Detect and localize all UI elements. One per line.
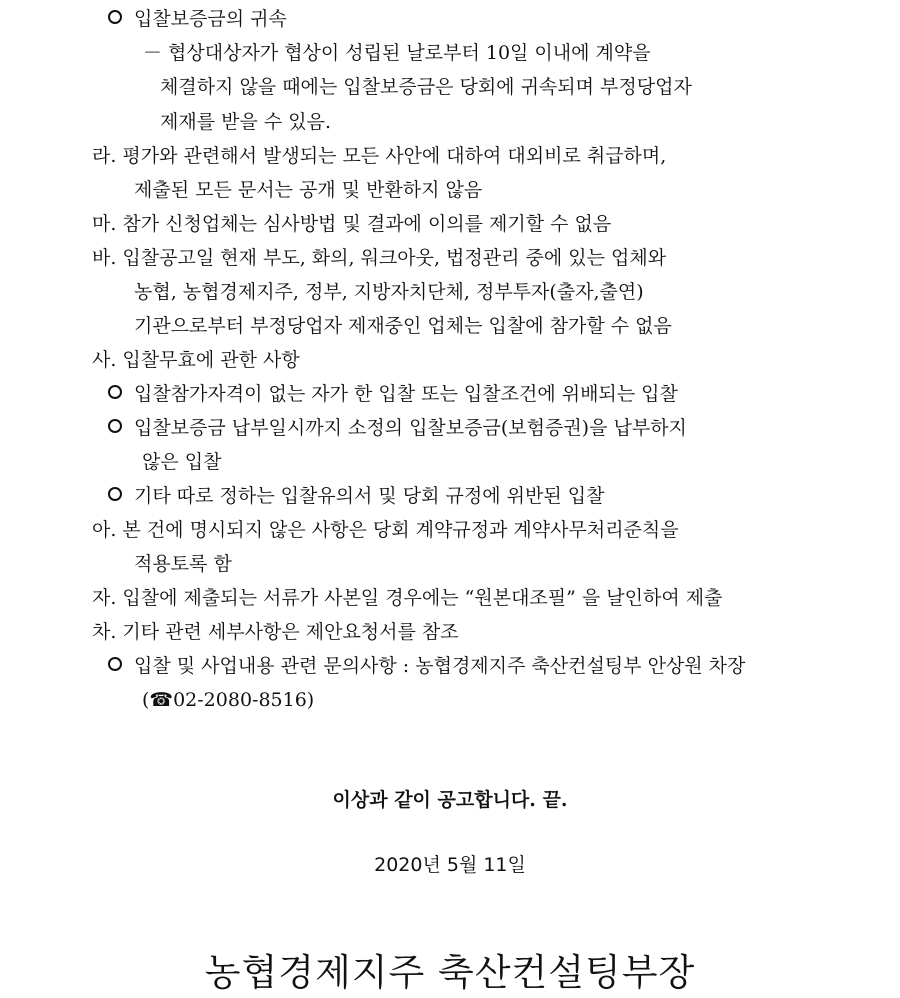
item-text: 입찰참가자격이 없는 자가 한 입찰 또는 입찰조건에 위배되는 입찰	[134, 383, 678, 405]
section-ma: 마. 참가 신청업체는 심사방법 및 결과에 이의를 제기할 수 없음	[92, 213, 612, 235]
circle-bullet-icon	[108, 487, 122, 501]
item-invalid-bid-3	[108, 482, 604, 510]
item-text: 입찰보증금 납부일시까지 소정의 입찰보증금(보험증권)을 납부하지	[134, 417, 687, 439]
item-forfeiture-detail-1: － 협상대상자가 협상이 성립된 날로부터 10일 이내에 계약을	[143, 42, 651, 64]
issuer-signature: 농협경제지주 축산컨설팅부장	[204, 951, 696, 994]
closing-statement: 이상과 같이 공고합니다. 끝.	[332, 789, 568, 811]
circle-bullet-icon	[108, 419, 122, 433]
item-bid-deposit-forfeiture	[108, 5, 287, 33]
circle-bullet-icon	[108, 385, 122, 399]
item-invalid-bid-2-cont: 않은 입찰	[142, 451, 222, 473]
item-inquiry-contact	[108, 652, 745, 680]
contact-phone: (☎02-2080-8516)	[142, 689, 315, 711]
section-cha: 차. 기타 관련 세부사항은 제안요청서를 참조	[92, 621, 459, 643]
section-a: 아. 본 건에 명시되지 않은 사항은 당회 계약규정과 계약사무처리준칙을	[92, 519, 679, 541]
item-text: 기타 따로 정하는 입찰유의서 및 당회 규정에 위반된 입찰	[134, 485, 605, 507]
section-ja: 자. 입찰에 제출되는 서류가 사본일 경우에는 “원본대조필” 을 날인하여 제출	[92, 587, 723, 609]
item-text: 입찰 및 사업내용 관련 문의사항 : 농협경제지주 축산컨설팅부 안상원 차장	[134, 655, 746, 677]
item-forfeiture-detail-2: 체결하지 않을 때에는 입찰보증금은 당회에 귀속되며 부정당업자	[160, 76, 692, 98]
item-forfeiture-detail-3: 제재를 받을 수 있음.	[160, 111, 331, 133]
circle-bullet-icon	[108, 10, 122, 24]
section-ba-cont-1: 농협, 농협경제지주, 정부, 지방자치단체, 정부투자(출자,출연)	[134, 281, 644, 303]
section-ba: 바. 입찰공고일 현재 부도, 화의, 워크아웃, 법정관리 중에 있는 업체와	[92, 247, 667, 269]
notice-date: 2020년 5월 11일	[374, 854, 526, 876]
section-a-cont: 적용토록 함	[134, 553, 232, 575]
circle-bullet-icon	[108, 657, 122, 671]
section-sa: 사. 입찰무효에 관한 사항	[92, 349, 300, 371]
item-invalid-bid-2	[108, 414, 687, 442]
section-ba-cont-2: 기관으로부터 부정당업자 제재중인 업체는 입찰에 참가할 수 없음	[134, 315, 672, 337]
section-ra: 라. 평가와 관련해서 발생되는 모든 사안에 대하여 대외비로 취급하며,	[92, 145, 667, 167]
section-ra-cont: 제출된 모든 문서는 공개 및 반환하지 않음	[134, 179, 483, 201]
item-text: 입찰보증금의 귀속	[134, 8, 287, 30]
item-invalid-bid-1	[108, 380, 678, 408]
